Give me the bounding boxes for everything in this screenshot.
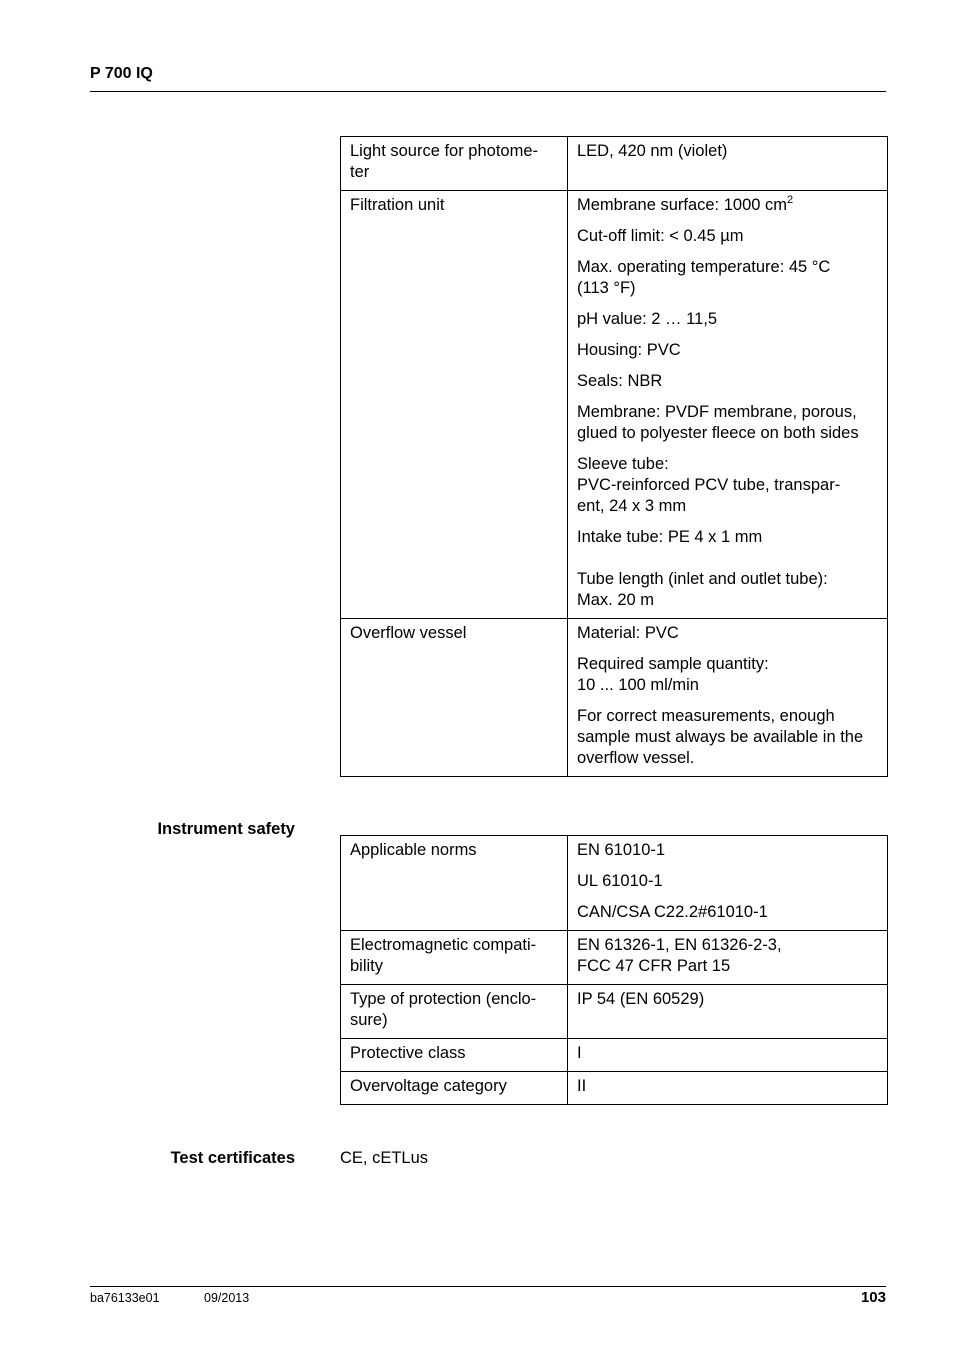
value-text: Material: PVC [577, 624, 679, 642]
footer-doc-number: ba76133e01 [90, 1291, 160, 1305]
row-label [341, 931, 568, 985]
value-text: Cut-off limit: < 0.45 µm [577, 227, 744, 245]
value-text: For correct measurements, enough sample must always be available in the overflow vessel. [577, 707, 864, 767]
label-text: Protective class [350, 1044, 466, 1062]
row-label [341, 1039, 568, 1072]
table-row [341, 931, 888, 985]
label-text: Overflow vessel [350, 624, 467, 642]
value-text: IP 54 (EN 60529) [577, 990, 705, 1008]
value-text: Required sample quantity: 10 ... 100 ml/min [577, 655, 769, 694]
label-text: Type of protection (enclo- sure) [350, 990, 537, 1029]
membrane-surface-text: Membrane surface: 1000 cm [577, 196, 788, 214]
table-row [341, 1072, 888, 1105]
value-text: II [577, 1077, 587, 1095]
label-text: Applicable norms [350, 841, 477, 859]
table-row [341, 1039, 888, 1072]
row-value [568, 191, 888, 619]
instrument-safety-table [340, 835, 888, 1105]
row-label [341, 836, 568, 931]
footer-divider [90, 1286, 886, 1287]
row-label [341, 1072, 568, 1105]
table-row [341, 137, 888, 191]
value-text: Seals: NBR [577, 372, 663, 390]
value-text: LED, 420 nm (violet) [577, 142, 728, 160]
page-number: 103 [860, 1289, 886, 1306]
header-divider [90, 91, 886, 92]
specifications-table [340, 136, 888, 777]
row-value [568, 137, 888, 191]
table-row [341, 836, 888, 931]
value-text: Sleeve tube: PVC-reinforced PCV tube, transpar- ent, 24 x 3 mm [577, 455, 841, 515]
label-text: Overvoltage category [350, 1077, 507, 1095]
value-text: Housing: PVC [577, 341, 681, 359]
superscript-exponent: 2 [787, 194, 794, 206]
value-text: UL 61010-1 [577, 872, 663, 890]
value-text: CAN/CSA C22.2#61010-1 [577, 903, 768, 921]
label-text: Filtration unit [350, 196, 445, 214]
value-text: EN 61010-1 [577, 841, 666, 859]
instrument-safety-heading: Instrument safety [157, 820, 295, 838]
footer-date: 09/2013 [204, 1291, 250, 1305]
value-text: pH value: 2 … 11,5 [577, 310, 718, 328]
value-text: Max. operating temperature: 45 °C (113 °F) [577, 258, 831, 297]
label-text: Electromagnetic compati- bility [350, 936, 537, 975]
page-header-title: P 700 IQ [90, 65, 153, 82]
row-label [341, 137, 568, 191]
row-value [568, 985, 888, 1039]
row-value [568, 836, 888, 931]
test-certificates-value: CE, cETLus [340, 1149, 429, 1167]
membrane-surface [577, 195, 878, 216]
row-value [568, 1072, 888, 1105]
test-certificates-heading: Test certificates [170, 1149, 295, 1167]
row-label [341, 619, 568, 777]
label-text: Light source for photome- ter [350, 142, 539, 181]
row-value [568, 931, 888, 985]
row-value [568, 1039, 888, 1072]
value-text: EN 61326-1, EN 61326-2-3, FCC 47 CFR Part 15 [577, 936, 782, 975]
row-label [341, 985, 568, 1039]
value-text: Intake tube: PE 4 x 1 mm [577, 528, 763, 546]
value-text: Membrane: PVDF membrane, porous, glued to polyester fleece on both sides [577, 403, 859, 442]
table-row [341, 985, 888, 1039]
row-value [568, 619, 888, 777]
row-label [341, 191, 568, 619]
table-row [341, 619, 888, 777]
table-row [341, 191, 888, 619]
value-text: Tube length (inlet and outlet tube): Max. 20 m [577, 570, 828, 609]
value-text: I [577, 1044, 582, 1062]
